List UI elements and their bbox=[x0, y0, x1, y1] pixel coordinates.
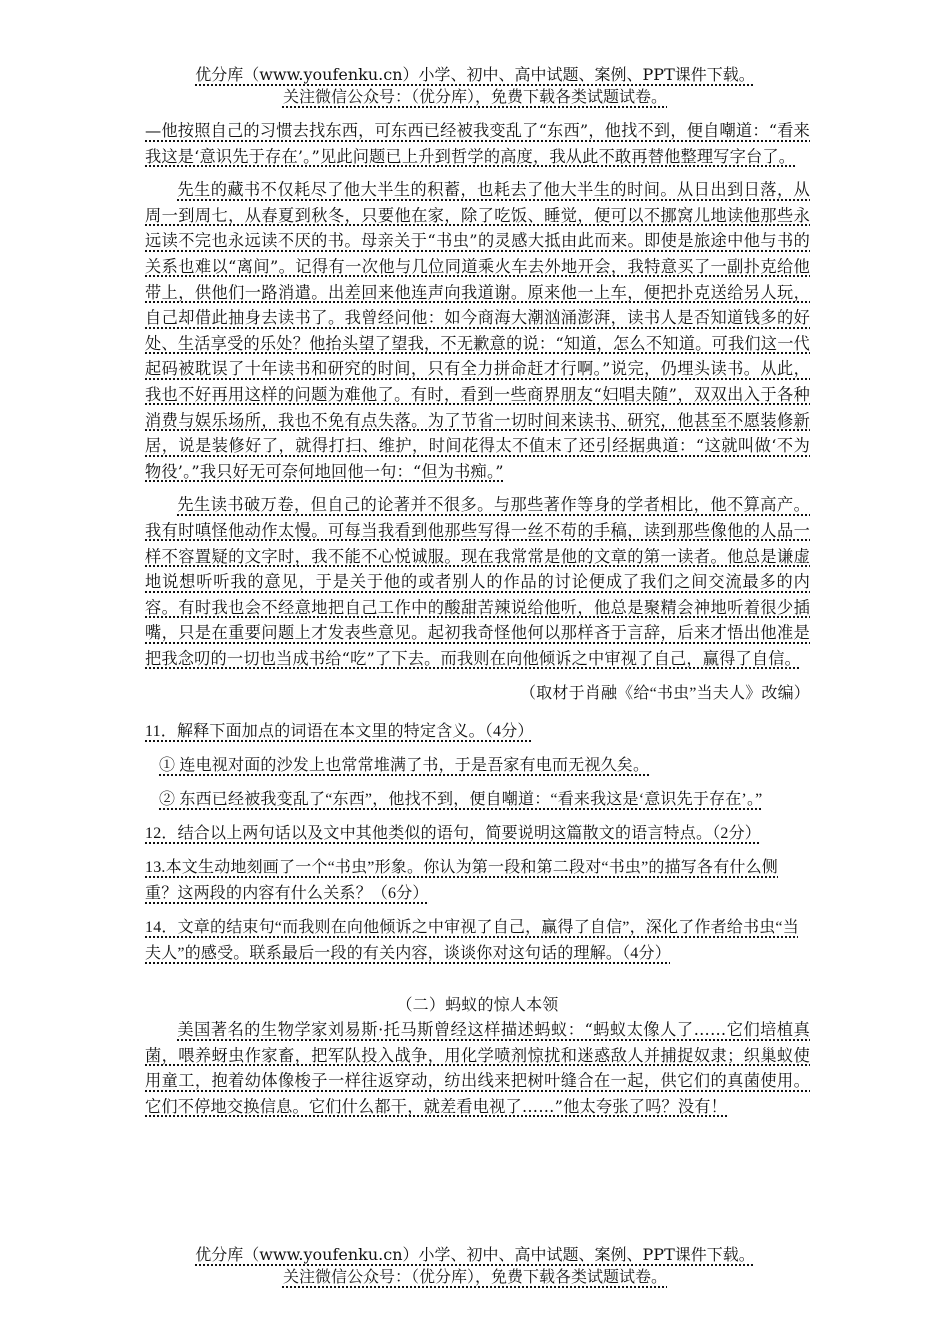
question-14: 14．文章的结束句“而我则在向他倾诉之中审视了自己，赢得了自信”，深化了作者给书虫“当夫人”的感受。联系最后一段的有关内容，谈谈你对这句话的理解。（4分） bbox=[145, 919, 799, 963]
article-body bbox=[145, 118, 810, 1119]
footer-line-1: 优分库（www.youfenku.cn）小学、初中、高中试题、案例、PPT课件下载。 bbox=[195, 1245, 755, 1264]
header-line-2: 关注微信公众号：（优分库），免费下载各类试题试卷。 bbox=[282, 87, 667, 106]
page-footer bbox=[0, 1244, 950, 1288]
header-line-1: 优分库（www.youfenku.cn）小学、初中、高中试题、案例、PPT课件下载。 bbox=[195, 65, 755, 84]
question-11-item-2: ② 东西已经被我变乱了“东西”，他找不到，便自嘲道：“看来我这是‘意识先于存在’。” bbox=[159, 791, 763, 809]
section-2-paragraph-1: 美国著名的生物学家刘易斯·托马斯曾经这样描述蚂蚁：“蚂蚁太像人了……它们培植真菌，喂养蚜虫作家畜，把军队投入战争，用化学喷剂惊扰和迷惑敌人并捕捉奴隶；织巢蚁使用童工，抱着幼体像梭子一样往返穿动，纺出线来把树叶缝合在一起，供它们的真菌使用。它们不停地交换信息。它们什么都干，就差看电视了……”他太夸张了吗？没有！ bbox=[145, 1020, 810, 1116]
question-13: 13.本文生动地刻画了一个“书虫”形象。你认为第一段和第二段对“书虫”的描写各有什么侧重？这两段的内容有什么关系？（6分） bbox=[145, 859, 779, 903]
article-paragraph-0: —他按照自己的习惯去找东西，可东西已经被我变乱了“东西”，他找不到，便自嘲道：“看来我这是‘意识先于存在’。”见此问题已上升到哲学的高度，我从此不敢再替他整理写字台了。 bbox=[145, 121, 810, 166]
section-2-title: （二）蚂蚁的惊人本领 bbox=[396, 997, 559, 1015]
question-12: 12．结合以上两句话以及文中其他类似的语句，简要说明这篇散文的语言特点。（2分） bbox=[145, 825, 762, 843]
page-header bbox=[0, 64, 950, 108]
question-11-item-1: ① 连电视对面的沙发上也常常堆满了书，于是吾家有电而无视久矣。 bbox=[159, 757, 650, 775]
question-11: 11．解释下面加点的词语在本文里的特定含义。（4分） bbox=[145, 723, 534, 741]
article-paragraph-2: 先生读书破万卷，但自己的论著并不很多。与那些著作等身的学者相比，他不算高产。我有时嗔怪他动作太慢。可每当我看到他那些写得一丝不苟的手稿，读到那些像他的人品一样不容置疑的文字时，我不能不心悦诚服。现在我常常是他的文章的第一读者。他总是谦虚地说想听听我的意见，于是关于他的或者别人的作品的讨论便成了我们之间交流最多的内容。有时我也会不经意地把自己工作中的酸甜苦辣说给他听，他总是聚精会神地听着很少插嘴，只是在重要问题上才发表些意见。起初我奇怪他何以那样吝于言辞，后来才悟出他准是把我念叨的一切也当成书给“吃”了下去。而我则在向他倾诉之中审视了自己，赢得了自信。 bbox=[145, 495, 810, 668]
footer-line-2: 关注微信公众号：（优分库），免费下载各类试题试卷。 bbox=[282, 1267, 667, 1286]
article-source: （取材于肖融《给“书虫”当夫人》改编） bbox=[519, 685, 810, 703]
article-paragraph-1: 先生的藏书不仅耗尽了他大半生的积蓄，也耗去了他大半生的时间。从日出到日落，从周一到周七，从春夏到秋冬，只要他在家，除了吃饭、睡觉，便可以不挪窝儿地读他那些永远读不完也永远读不厌的书。母亲关于“书虫”的灵感大抵由此而来。即使是旅途中他与书的关系也难以“离间”。记得有一次他与几位同道乘火车去外地开会，我特意买了一副扑克给他带上，供他们一路消遣。出差回来他连声向我道谢。原来他一上车，便把扑克送给另人玩，自己却借此抽身去读书了。我曾经问他：如今商海大潮汹涌澎湃，读书人是否知道钱多的好处、生活享受的乐处？他抬头望了望我，不无歉意的说：“知道，怎么不知道。可我们这一代起码被耽误了十年读书和研究的时间，只有全力拼命赶才行啊。”说完，仍埋头读书。从此，我也不好再用这样的问题为难他了。有时，看到一些商界朋友“妇唱夫随”，双双出入于各种消费与娱乐场所，我也不免有点失落。为了节省一切时间来读书、研究，他甚至不愿装修新居，说是装修好了，就得打扫、维护，时间花得太不值末了还引经据典道：“这就叫做‘不为物役’。”我只好无可奈何地回他一句：“但为书痴。” bbox=[145, 180, 810, 481]
